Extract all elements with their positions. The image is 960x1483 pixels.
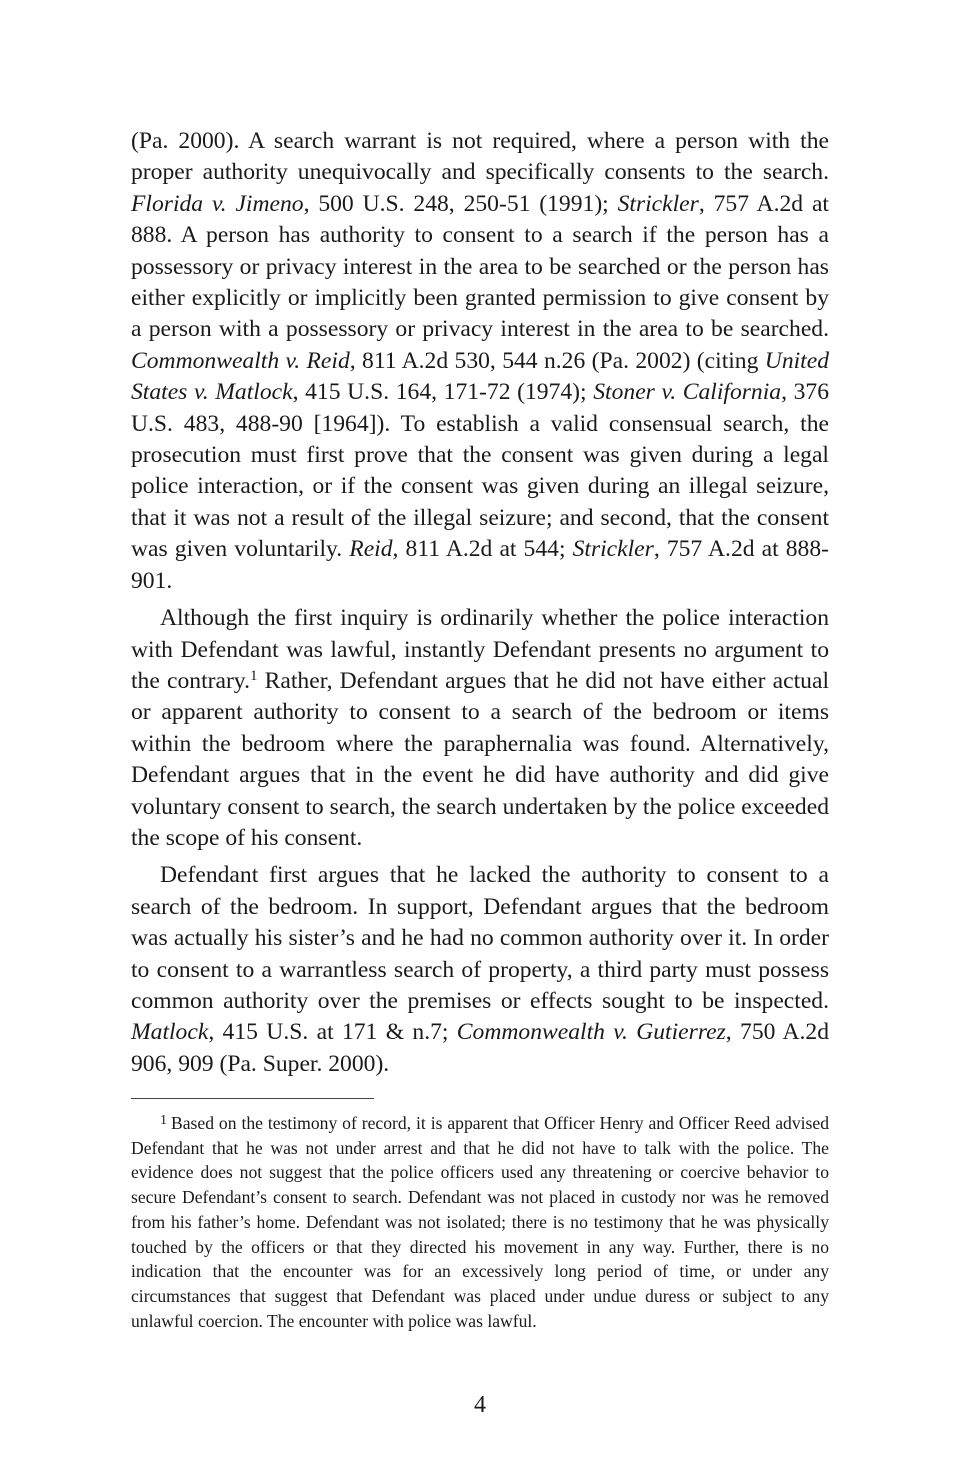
paragraph-3 [131, 860, 829, 1080]
paragraph-1 [131, 126, 829, 597]
text-run: , 811 A.2d at 544; [392, 536, 573, 563]
footnote-separator [131, 1098, 374, 1099]
page-number: 4 [474, 1392, 486, 1418]
text-run: , 500 U.S. 248, 250-51 (1991); [303, 190, 618, 217]
footnote-number: 1 [160, 1113, 167, 1128]
case-citation: United States v. Matlock [131, 347, 829, 406]
case-citation: Stoner v. California [593, 379, 782, 406]
text-run: Defendant first argues that he lacked the authority to consent to a search of the bedroom. In support, Defendant argues that the bedroom was actually his sister’s and he had no common authority over it. In order to consent to a warrantless search of property, a third party must possess common authority over the premises or effects sought to be inspected. [131, 862, 829, 1014]
text-run: , 415 U.S. 164, 171-72 (1974); [292, 379, 594, 406]
text-run: (Pa. 2000). A search warrant is not required, where a person with the proper authority unequivocally and specifically consents to the search. [131, 128, 829, 186]
case-citation: Matlock [131, 1019, 209, 1046]
main-text [131, 126, 829, 1080]
case-citation: Strickler [617, 190, 699, 217]
text-run: Rather, Defendant argues that he did not have either actual or apparent authority to consent to a search of the bedroom or items within the bedroom where the paraphernalia was found. Alternatively, Defendant argues that in the event he did have authority and did give voluntary consent to search, the search undertaken by the police exceeded the scope of his consent. [131, 667, 830, 851]
text-run: , 757 A.2d at 888. A person has authority to consent to a search if the person has a possessory or privacy interest in the area to be searched or the person has either explicitly or implicitly been granted permission to give consent by a person with a possessory or privacy interest in the area to be searched. [131, 190, 829, 343]
footnote-paragraph [131, 1111, 829, 1333]
text-run: , 750 A.2d 906, 909 (Pa. Super. 2000). [131, 1019, 830, 1077]
footnote-text: Based on the testimony of record, it is apparent that Officer Henry and Officer Reed advised Defendant that he was not under arrest and that he did not have to talk with the police. The evidence does not suggest that the police officers used any threatening or coercive behavior to secure Defendant’s consent to search. Defendant was not placed in custody nor was he removed from his father’s home. Defendant was not isolated; there is no testimony that he was physically touched by the officers or that they directed his movement in any way. Further, there is no indication that the encounter was for an excessively long period of time, or under any circumstances that suggest that Defendant was placed under undue duress or subject to any unlawful coercion. The encounter with police was lawful. [131, 1113, 829, 1331]
text-run: Although the first inquiry is ordinarily whether the police interaction with Defendant was lawful, instantly Defendant presents no argument to the contrary. [131, 605, 829, 694]
text-run: , 811 A.2d 530, 544 n.26 (Pa. 2002) (citing [349, 347, 765, 374]
footnote [131, 1111, 829, 1333]
paragraph-2 [131, 603, 829, 854]
text-run: , 757 A.2d at 888-901. [131, 536, 829, 594]
case-citation: Strickler [572, 536, 654, 563]
text-run: , 376 U.S. 483, 488-90 [1964]). To establish a valid consensual search, the prosecution must first prove that the consent was given during a legal police interaction, or if the consent was given during an illegal seizure, that it was not a result of the illegal seizure; and second, that the consent was given voluntarily. [131, 379, 830, 563]
case-citation: Commonwealth v. Gutierrez [456, 1019, 726, 1046]
footnote-reference[interactable]: 1 [249, 667, 258, 684]
case-citation: Commonwealth v. Reid [131, 347, 350, 374]
case-citation: Florida v. Jimeno [131, 190, 304, 217]
text-run: , 415 U.S. at 171 & n.7; [208, 1019, 457, 1046]
case-citation: Reid [349, 536, 393, 563]
